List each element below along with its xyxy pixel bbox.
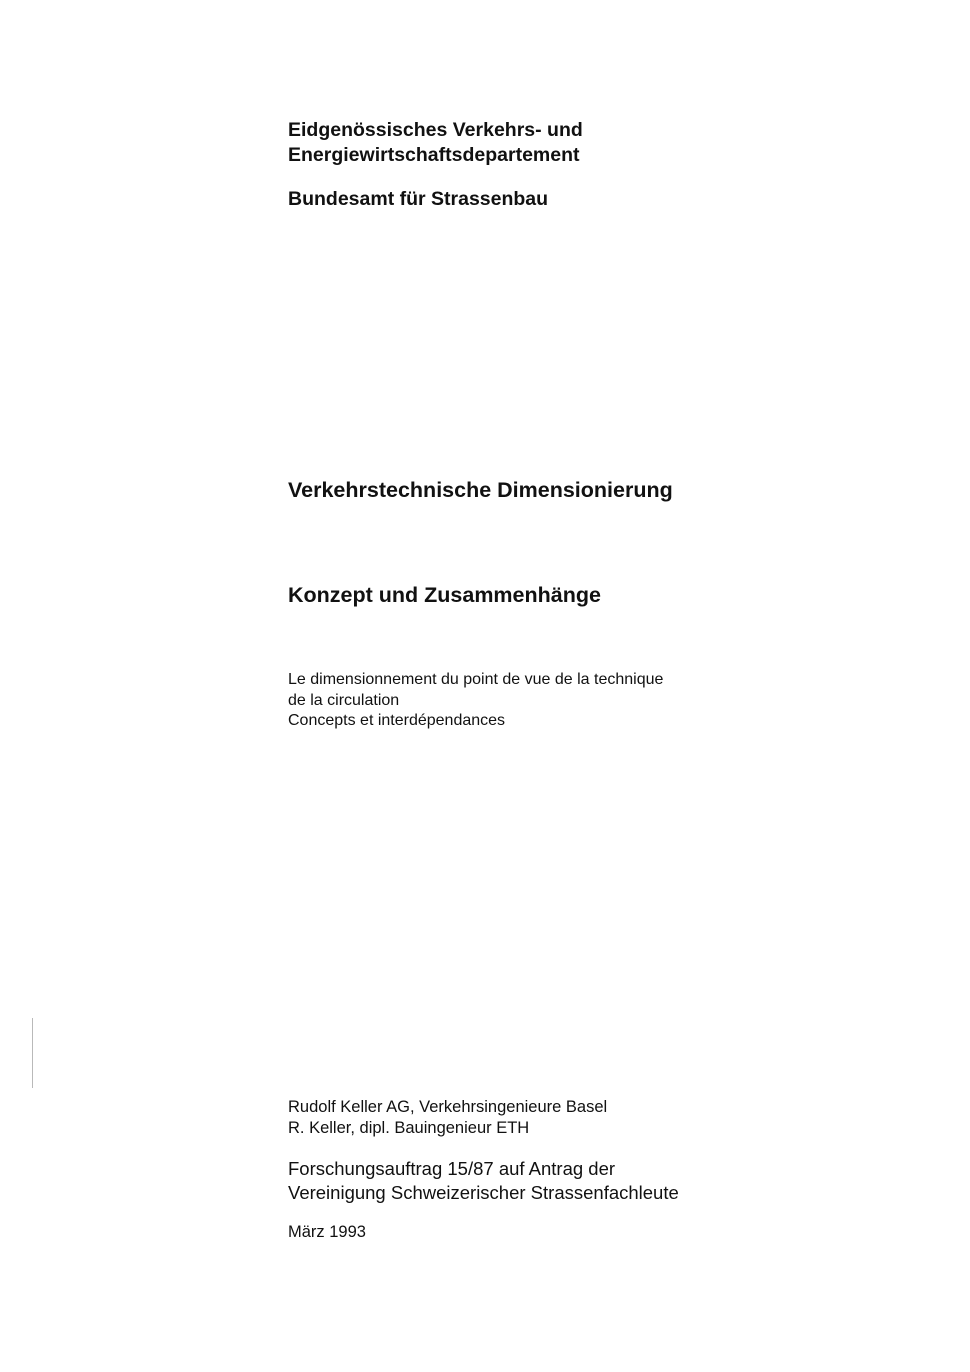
scan-edge-line bbox=[32, 1018, 33, 1088]
author-line: Rudolf Keller AG, Verkehrsingenieure Basel bbox=[288, 1098, 608, 1116]
french-title bbox=[288, 670, 663, 732]
french-title-line: Le dimensionnement du point de vue de la technique bbox=[288, 671, 664, 688]
office-heading: Bundesamt für Strassenbau bbox=[288, 188, 549, 210]
french-title-line: Concepts et interdépendances bbox=[288, 712, 506, 729]
research-line: Forschungsauftrag 15/87 auf Antrag der bbox=[288, 1158, 616, 1179]
publication-date: März 1993 bbox=[288, 1223, 366, 1241]
research-line: Vereinigung Schweizerischer Strassenfachleute bbox=[288, 1181, 679, 1203]
research-assignment bbox=[288, 1157, 679, 1204]
author-line: R. Keller, dipl. Bauingenieur ETH bbox=[288, 1119, 530, 1137]
department-line: Energiewirtschaftsdepartement bbox=[288, 144, 580, 166]
french-title-line: de la circulation bbox=[288, 691, 400, 709]
authors bbox=[288, 1097, 607, 1139]
document-title: Verkehrstechnische Dimensionierung bbox=[288, 478, 673, 502]
department-line: Eidgenössisches Verkehrs- und bbox=[288, 119, 583, 141]
department-heading bbox=[288, 118, 583, 168]
document-subtitle: Konzept und Zusammenhänge bbox=[288, 583, 601, 607]
